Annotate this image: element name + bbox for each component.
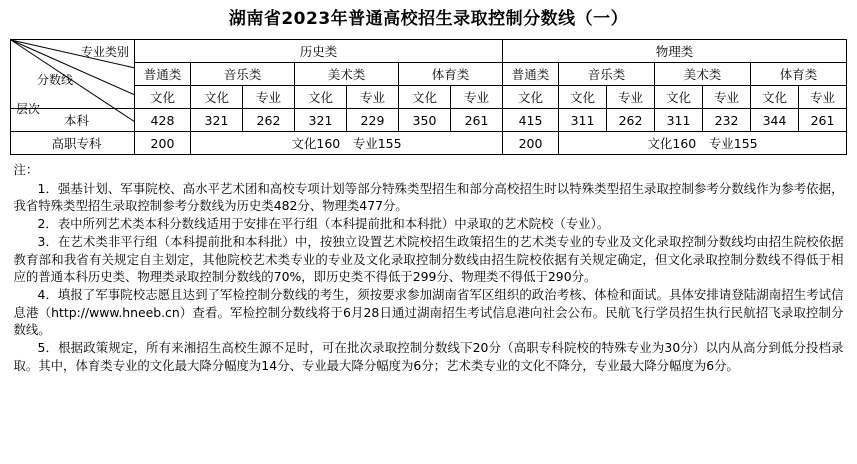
score-cell: 321 — [190, 109, 242, 132]
score-cell-merged: 文化160 专业155 — [559, 132, 847, 155]
subject-header: 专业 — [346, 86, 398, 109]
category-history-general: 普通类 — [134, 63, 190, 86]
subject-header: 文化 — [190, 86, 242, 109]
subject-header: 文化 — [559, 86, 607, 109]
document-page — [0, 8, 857, 464]
page-title: 湖南省2023年普通高校招生录取控制分数线（一） — [228, 9, 629, 29]
category-physics-sports: 体育类 — [751, 63, 847, 86]
category-history-music: 音乐类 — [190, 63, 294, 86]
score-cell: 229 — [346, 109, 398, 132]
note-item: 2．表中所列艺术类本科分数线适用于安排在平行组（本科提前批和本科批）中录取的艺术院校（专业）。 — [37, 216, 610, 231]
table-row — [10, 132, 846, 155]
subject-header: 文化 — [503, 86, 559, 109]
score-cell: 200 — [503, 132, 559, 155]
category-physics-general: 普通类 — [503, 63, 559, 86]
row-label-gaozhi: 高职专科 — [10, 132, 134, 155]
row-label-benke: 本科 — [10, 109, 134, 132]
subject-header: 文化 — [398, 86, 450, 109]
subject-header: 文化 — [134, 86, 190, 109]
score-cell: 262 — [607, 109, 655, 132]
group-header-history: 历史类 — [134, 40, 502, 63]
score-cell-merged: 文化160 专业155 — [190, 132, 502, 155]
corner-label-scoreline: 分数线 — [36, 73, 73, 87]
note-item: 3．在艺术类非平行组（本科提前批和本科批）中，按独立设置艺术院校招生政策招生的艺术类专业的专业及文化录取控制分数线均由招生院校依据教育部和我省有关规定自主划定，其他院校艺术类专业的专业及文化录取控制分数线由招生院校依据有关规定确定，但文化录取控制分数线不得低于相应的普通本科历史类、物理类录取控制分数线的70%，即历史类不得低于299分、物理类不得低于290分。 — [13, 234, 844, 284]
subject-header: 文化 — [751, 86, 799, 109]
note-item: 1．强基计划、军事院校、高水平艺术团和高校专项计划等部分特殊类型招生和部分高校招生时以特殊类型招生录取控制参考分数线作为参考依据，我省特殊类型招生录取控制参考分数线为历史类482分、物理类477分。 — [13, 180, 844, 213]
notes-heading: 注： — [13, 162, 39, 177]
group-header-physics: 物理类 — [503, 40, 847, 63]
subject-header: 专业 — [799, 86, 847, 109]
score-cell: 428 — [134, 109, 190, 132]
table-corner-header — [10, 40, 134, 116]
category-physics-music: 音乐类 — [559, 63, 655, 86]
note-item: 5．根据政策规定，所有来湘招生高校生源不足时，可在批次录取控制分数线下20分（高职专科院校的特殊专业为30分）以内从高分到低分投档录取。其中，体育类专业的文化最大降分幅度为14分、专业最大降分幅度为6分；艺术类专业的文化不降分，专业最大降分幅度为6分。 — [13, 340, 844, 373]
table-header-row-subject — [10, 86, 846, 109]
note-item: 4．填报了军事院校志愿且达到了军检控制分数线的考生，须按要求参加湖南省军区组织的政治考核、体检和面试。具体安排请登陆湖南招生考试信息港（http://www.hneeb.cn）查看。军检控制分数线将于6月28日通过湖南招生考试信息港向社会公布。民航飞行学员招生执行民航招飞录取控制分数线。 — [13, 287, 844, 337]
category-physics-art: 美术类 — [655, 63, 751, 86]
subject-header: 文化 — [655, 86, 703, 109]
table-header-row-category — [10, 63, 846, 86]
subject-header: 专业 — [607, 86, 655, 109]
corner-label-level: 层次 — [15, 102, 40, 116]
score-cell: 232 — [703, 109, 751, 132]
score-cell: 344 — [751, 109, 799, 132]
subject-header: 专业 — [703, 86, 751, 109]
score-cell: 321 — [294, 109, 346, 132]
subject-header: 文化 — [294, 86, 346, 109]
score-cell: 311 — [655, 109, 703, 132]
table-header-row-group — [10, 40, 846, 63]
score-cell: 311 — [559, 109, 607, 132]
score-table — [10, 39, 847, 155]
score-cell: 261 — [450, 109, 502, 132]
subject-header: 专业 — [450, 86, 502, 109]
score-cell: 261 — [799, 109, 847, 132]
table-row — [10, 109, 846, 132]
category-history-sports: 体育类 — [398, 63, 502, 86]
score-cell: 262 — [242, 109, 294, 132]
score-cell: 200 — [134, 132, 190, 155]
corner-label-category: 专业类别 — [80, 45, 129, 59]
subject-header: 专业 — [242, 86, 294, 109]
score-cell: 350 — [398, 109, 450, 132]
score-cell: 415 — [503, 109, 559, 132]
category-history-art: 美术类 — [294, 63, 398, 86]
notes-section — [14, 161, 844, 374]
